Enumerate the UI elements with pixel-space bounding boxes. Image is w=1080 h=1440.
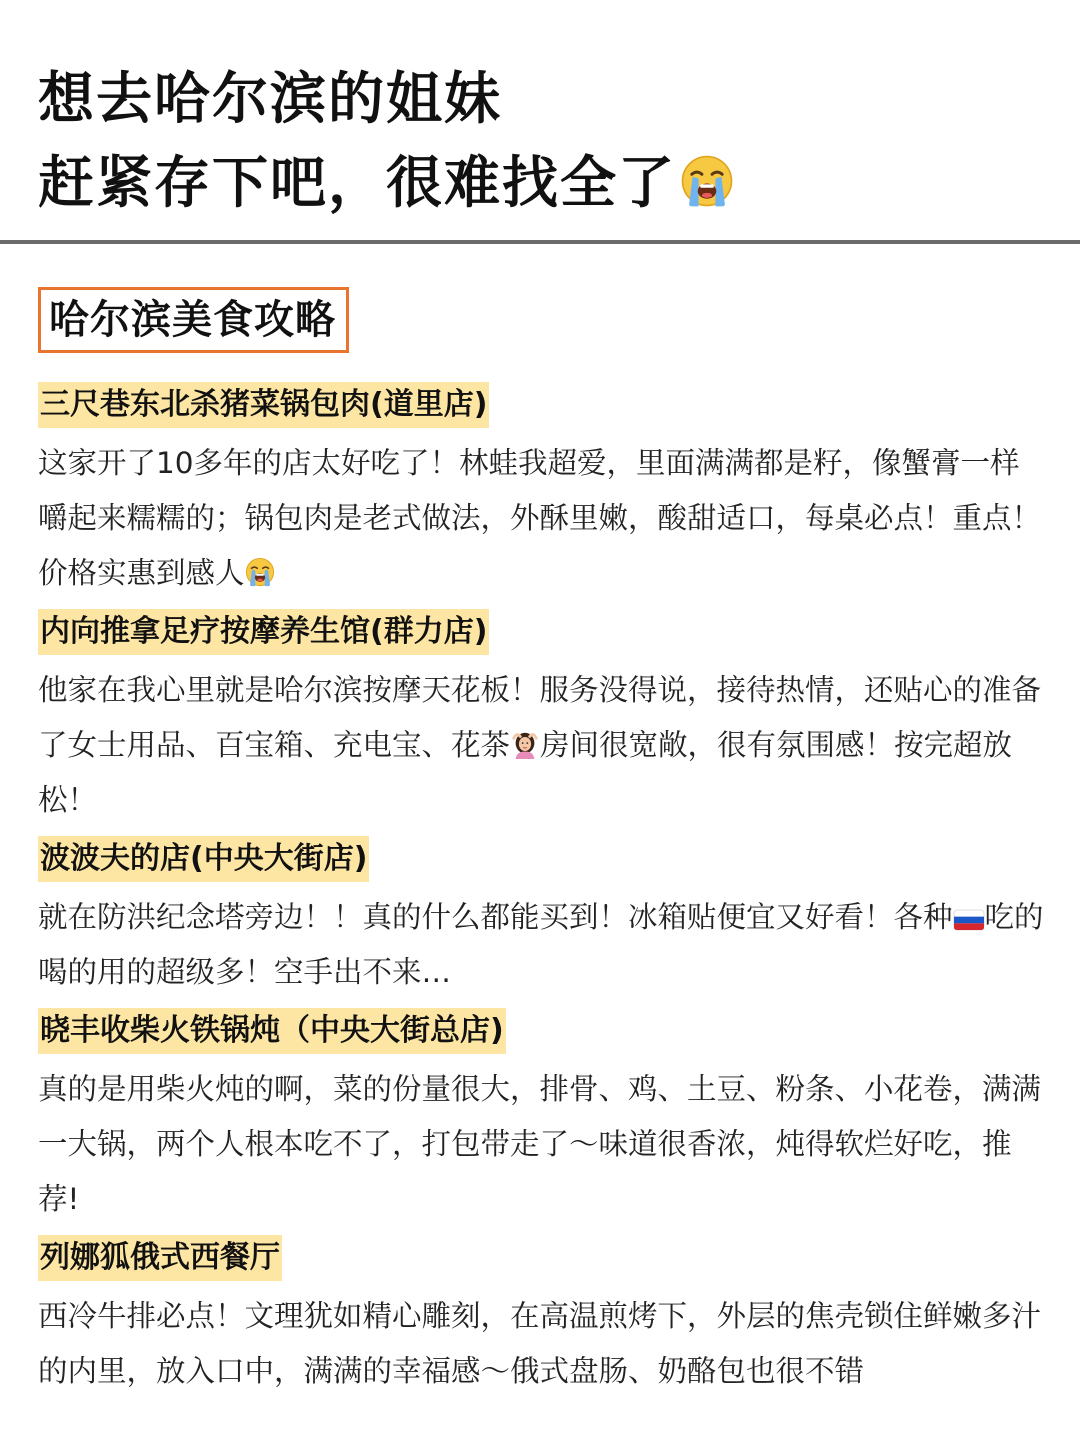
entry-description-text: 就在防洪纪念塔旁边！！真的什么都能买到！冰箱贴便宜又好看！各种 [38,900,953,934]
page-header [38,58,1048,226]
loudly-crying-face-icon [680,154,734,208]
page-title-line-2 [38,142,1048,226]
entry-description [38,1062,1048,1227]
entry-name: 三尺巷东北杀猪菜锅包肉(道里店) [38,382,489,428]
russia-flag-icon [953,909,985,931]
entry-description-text: 西冷牛排必点！文理犹如精心雕刻，在高温煎烤下，外层的焦壳锁住鲜嫩多汁的内里，放入口中，满满的幸福感～俄式盘肠、奶酪包也很不错 [38,1299,1042,1388]
entry-description [38,1289,1048,1399]
list-item [38,1008,1048,1227]
entry-name: 列娜狐俄式西餐厅 [38,1235,282,1281]
entry-description-text: 这家开了10多年的店太好吃了！林蛙我超爱，里面满满都是籽，像蟹膏一样嚼起来糯糯的；锅包肉是老式做法，外酥里嫩，酸甜适口，每桌必点！重点！价格实惠到感人 [38,446,1042,590]
page-title-line-2-text: 赶紧存下吧，很难找全了 [38,151,676,216]
list-item [38,609,1048,828]
entry-list [38,382,1048,1407]
section-title: 哈尔滨美食攻略 [38,287,349,353]
list-item [38,382,1048,601]
woman-gesturing-ok-icon [510,729,540,759]
list-item [38,1235,1048,1399]
entry-description-text-cont: 吃的喝的用的超级多！空手出不来… [38,900,1044,989]
entry-name: 波波夫的店(中央大街店) [38,836,369,882]
header-divider [0,240,1080,244]
entry-description-text: 他家在我心里就是哈尔滨按摩天花板！服务没得说，接待热情，还贴心的准备了女士用品、百宝箱、充电宝、花茶 [38,673,1042,762]
entry-description [38,890,1048,1000]
entry-description-text-cont: 房间很宽敞，很有氛围感！按完超放松！ [38,728,1013,817]
entry-description [38,663,1048,828]
loudly-crying-face-icon [245,557,275,587]
entry-description [38,436,1048,601]
entry-description-text: 真的是用柴火炖的啊，菜的份量很大，排骨、鸡、土豆、粉条、小花卷，满满一大锅，两个人根本吃不了，打包带走了～味道很香浓，炖得软烂好吃，推荐! [38,1072,1042,1216]
list-item [38,836,1048,1000]
page-title-line-1: 想去哈尔滨的姐妹 [38,67,502,132]
entry-name: 晓丰收柴火铁锅炖（中央大街总店) [38,1008,506,1054]
entry-name: 内向推拿足疗按摩养生馆(群力店) [38,609,489,655]
